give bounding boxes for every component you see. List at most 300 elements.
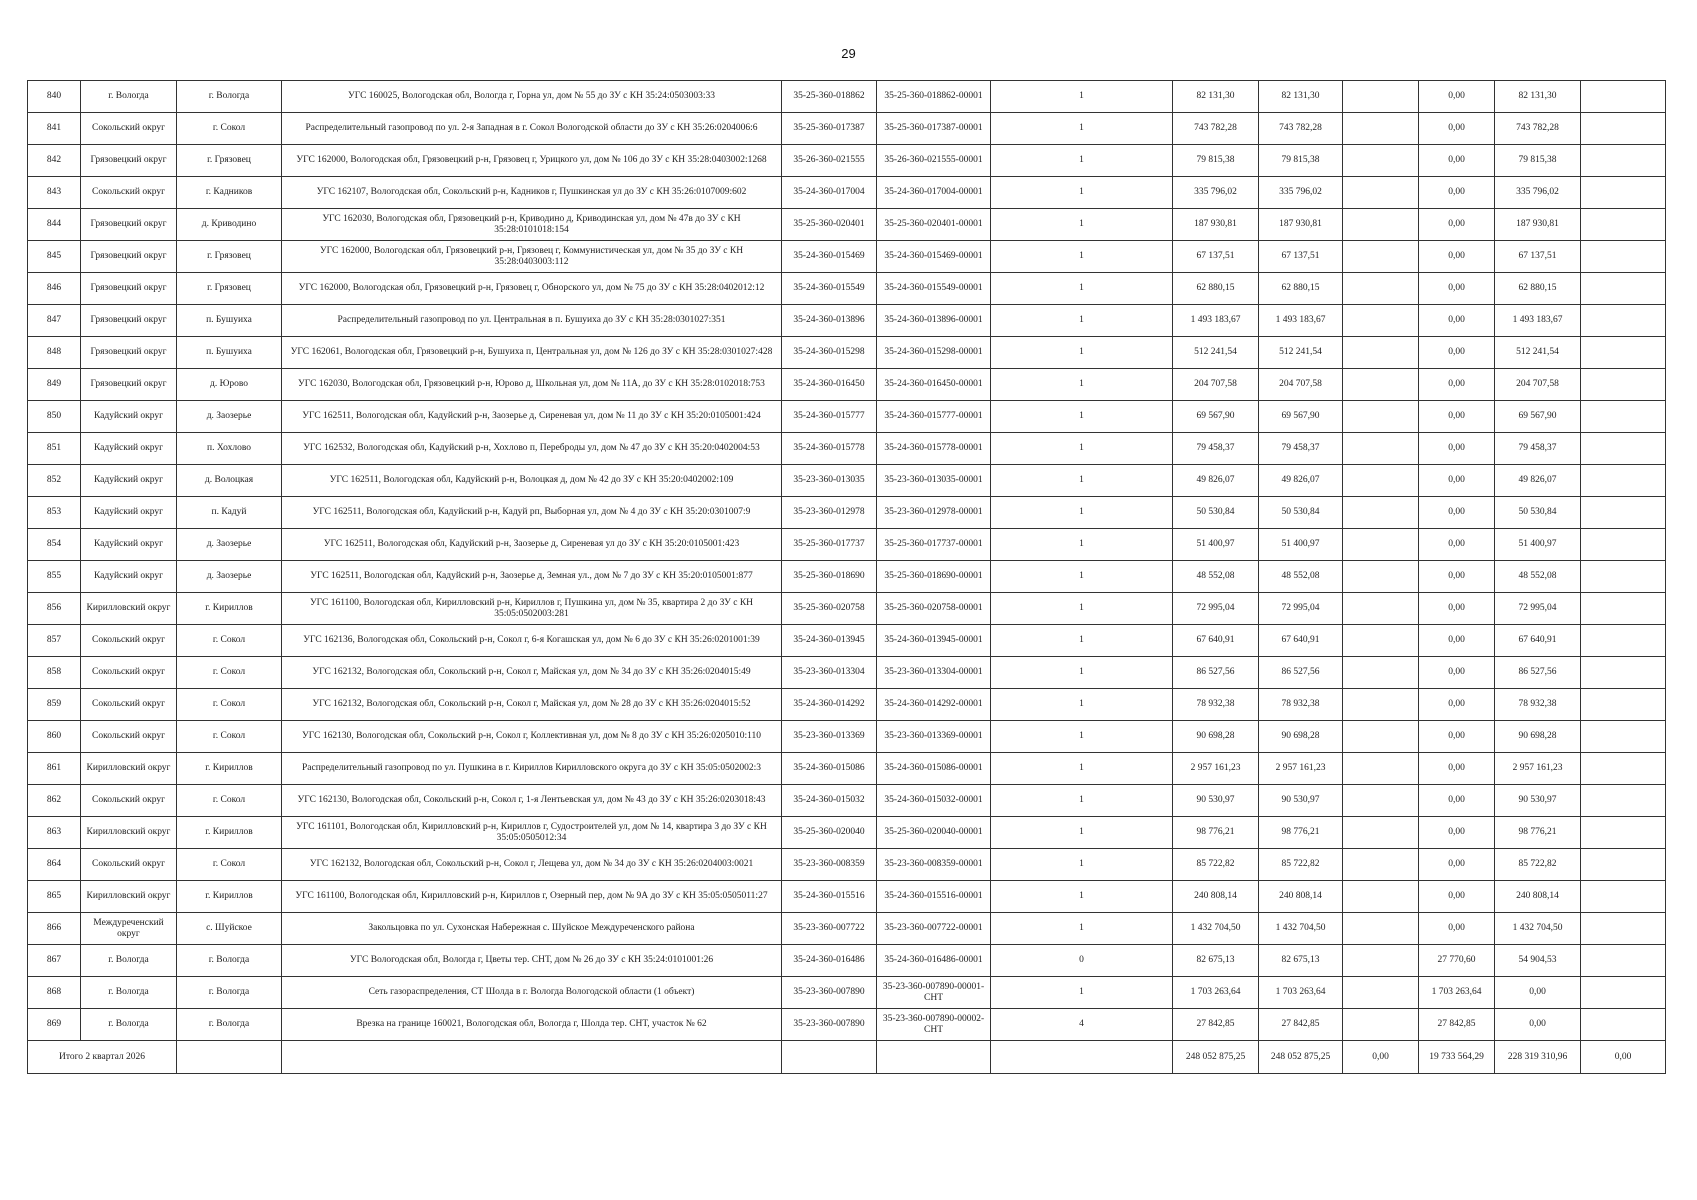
- amount-cell: [1581, 209, 1666, 241]
- quantity-cell: 1: [991, 593, 1173, 625]
- quantity-cell: 1: [991, 977, 1173, 1009]
- account-number-cell: 35-24-360-015549-00001: [877, 273, 991, 305]
- locality-cell: г. Кириллов: [177, 753, 282, 785]
- amount-cell: 82 675,13: [1259, 945, 1343, 977]
- table-row: [28, 657, 1666, 689]
- locality-cell: г. Кириллов: [177, 817, 282, 849]
- object-code-cell: 35-23-360-007722: [782, 913, 877, 945]
- amount-cell: [1581, 305, 1666, 337]
- district-cell: Кирилловский округ: [81, 753, 177, 785]
- locality-cell: д. Заозерье: [177, 529, 282, 561]
- amount-cell: 98 776,21: [1495, 817, 1581, 849]
- total-empty-cell: [282, 1041, 782, 1074]
- amount-cell: 0,00: [1419, 561, 1495, 593]
- object-code-cell: 35-24-360-016450: [782, 369, 877, 401]
- table-row: [28, 977, 1666, 1009]
- account-number-cell: 35-24-360-015086-00001: [877, 753, 991, 785]
- amount-cell: 0,00: [1419, 753, 1495, 785]
- district-cell: Кадуйский округ: [81, 529, 177, 561]
- amount-cell: 78 932,38: [1259, 689, 1343, 721]
- amount-cell: 50 530,84: [1495, 497, 1581, 529]
- amount-cell: 82 131,30: [1495, 81, 1581, 113]
- quantity-cell: 1: [991, 657, 1173, 689]
- amount-cell: 1 703 263,64: [1173, 977, 1259, 1009]
- amount-cell: 0,00: [1419, 625, 1495, 657]
- account-number-cell: 35-23-360-013369-00001: [877, 721, 991, 753]
- object-code-cell: 35-24-360-016486: [782, 945, 877, 977]
- amount-cell: 90 530,97: [1259, 785, 1343, 817]
- account-number-cell: 35-24-360-014292-00001: [877, 689, 991, 721]
- amount-cell: 0,00: [1419, 145, 1495, 177]
- amount-cell: 78 932,38: [1173, 689, 1259, 721]
- row-number-cell: 864: [28, 849, 81, 881]
- object-code-cell: 35-25-360-020758: [782, 593, 877, 625]
- amount-cell: [1343, 881, 1419, 913]
- amount-cell: 86 527,56: [1495, 657, 1581, 689]
- quantity-cell: 1: [991, 113, 1173, 145]
- amount-cell: [1343, 785, 1419, 817]
- district-cell: Сокольский округ: [81, 657, 177, 689]
- row-number-cell: 867: [28, 945, 81, 977]
- locality-cell: п. Бушуиха: [177, 305, 282, 337]
- quantity-cell: 1: [991, 209, 1173, 241]
- table-row: [28, 529, 1666, 561]
- amount-cell: 86 527,56: [1173, 657, 1259, 689]
- quantity-cell: 1: [991, 689, 1173, 721]
- amount-cell: 0,00: [1419, 657, 1495, 689]
- amount-cell: 187 930,81: [1173, 209, 1259, 241]
- quantity-cell: 1: [991, 273, 1173, 305]
- account-number-cell: 35-24-360-015469-00001: [877, 241, 991, 273]
- account-number-cell: 35-25-360-020758-00001: [877, 593, 991, 625]
- object-code-cell: 35-24-360-015549: [782, 273, 877, 305]
- amount-cell: 85 722,82: [1495, 849, 1581, 881]
- amount-cell: 0,00: [1419, 113, 1495, 145]
- table-row: [28, 465, 1666, 497]
- object-description-cell: УГС 162132, Вологодская обл, Сокольский р-н, Сокол г, Майская ул, дом № 34 до ЗУ с КН 35:26:0204015:49: [282, 657, 782, 689]
- amount-cell: [1343, 401, 1419, 433]
- amount-cell: 48 552,08: [1259, 561, 1343, 593]
- account-number-cell: 35-24-360-013945-00001: [877, 625, 991, 657]
- amount-cell: 204 707,58: [1173, 369, 1259, 401]
- table-row: [28, 753, 1666, 785]
- object-description-cell: УГС 162132, Вологодская обл, Сокольский р-н, Сокол г, Майская ул, дом № 28 до ЗУ с КН 35:26:0204015:52: [282, 689, 782, 721]
- amount-cell: 82 675,13: [1173, 945, 1259, 977]
- amount-cell: 2 957 161,23: [1259, 753, 1343, 785]
- object-description-cell: Распределительный газопровод по ул. Пушкина в г. Кириллов Кирилловского округа до ЗУ с КН 35:05:0502002:3: [282, 753, 782, 785]
- object-code-cell: 35-24-360-015469: [782, 241, 877, 273]
- amount-cell: [1343, 721, 1419, 753]
- object-description-cell: УГС 162532, Вологодская обл, Кадуйский р-н, Хохлово п, Переброды ул, дом № 47 до ЗУ с КН 35:20:0402004:53: [282, 433, 782, 465]
- district-cell: Грязовецкий округ: [81, 209, 177, 241]
- district-cell: Сокольский округ: [81, 721, 177, 753]
- table-body: [28, 81, 1666, 1041]
- row-number-cell: 847: [28, 305, 81, 337]
- object-description-cell: УГС 161100, Вологодская обл, Кирилловский р-н, Кириллов г, Пушкина ул, дом № 35, квартира 2 до ЗУ с КН 35:05:0502003:281: [282, 593, 782, 625]
- amount-cell: [1581, 753, 1666, 785]
- amount-cell: 743 782,28: [1259, 113, 1343, 145]
- amount-cell: [1581, 977, 1666, 1009]
- amount-cell: [1343, 625, 1419, 657]
- amount-cell: 0,00: [1419, 337, 1495, 369]
- amount-cell: 187 930,81: [1495, 209, 1581, 241]
- locality-cell: д. Юрово: [177, 369, 282, 401]
- amount-cell: 86 527,56: [1259, 657, 1343, 689]
- object-description-cell: УГС 162136, Вологодская обл, Сокольский р-н, Сокол г, 6-я Когашская ул, дом № 6 до ЗУ с КН 35:26:0201001:39: [282, 625, 782, 657]
- amount-cell: [1581, 1009, 1666, 1041]
- account-number-cell: 35-23-360-007890-00001-СНТ: [877, 977, 991, 1009]
- amount-cell: 240 808,14: [1259, 881, 1343, 913]
- object-description-cell: УГС 162511, Вологодская обл, Кадуйский р-н, Заозерье д, Земная ул., дом № 7 до ЗУ с КН 35:20:0105001:877: [282, 561, 782, 593]
- amount-cell: 1 703 263,64: [1259, 977, 1343, 1009]
- amount-cell: [1343, 273, 1419, 305]
- amount-cell: 512 241,54: [1495, 337, 1581, 369]
- quantity-cell: 1: [991, 177, 1173, 209]
- object-description-cell: УГС 162000, Вологодская обл, Грязовецкий р-н, Грязовец г, Обнорского ул, дом № 75 до ЗУ с КН 35:28:0402012:12: [282, 273, 782, 305]
- quantity-cell: 1: [991, 401, 1173, 433]
- amount-cell: 78 932,38: [1495, 689, 1581, 721]
- amount-cell: [1581, 945, 1666, 977]
- table-row: [28, 785, 1666, 817]
- amount-cell: [1581, 881, 1666, 913]
- total-empty-cell: [782, 1041, 877, 1074]
- amount-cell: 67 137,51: [1173, 241, 1259, 273]
- amount-cell: [1581, 81, 1666, 113]
- amount-cell: [1343, 241, 1419, 273]
- account-number-cell: 35-24-360-015516-00001: [877, 881, 991, 913]
- locality-cell: п. Хохлово: [177, 433, 282, 465]
- object-code-cell: 35-24-360-017004: [782, 177, 877, 209]
- amount-cell: 0,00: [1419, 817, 1495, 849]
- quantity-cell: 1: [991, 81, 1173, 113]
- amount-cell: 0,00: [1419, 689, 1495, 721]
- quantity-cell: 1: [991, 529, 1173, 561]
- row-number-cell: 863: [28, 817, 81, 849]
- amount-cell: 90 698,28: [1495, 721, 1581, 753]
- quantity-cell: 1: [991, 561, 1173, 593]
- locality-cell: с. Шуйское: [177, 913, 282, 945]
- amount-cell: 67 137,51: [1259, 241, 1343, 273]
- amount-cell: 743 782,28: [1495, 113, 1581, 145]
- amount-cell: 79 815,38: [1259, 145, 1343, 177]
- object-code-cell: 35-23-360-013035: [782, 465, 877, 497]
- amount-cell: 67 640,91: [1259, 625, 1343, 657]
- amount-cell: 0,00: [1419, 81, 1495, 113]
- row-number-cell: 865: [28, 881, 81, 913]
- amount-cell: 62 880,15: [1495, 273, 1581, 305]
- table-row: [28, 593, 1666, 625]
- amount-cell: [1581, 273, 1666, 305]
- total-empty-cell: [991, 1041, 1173, 1074]
- object-code-cell: 35-25-360-020040: [782, 817, 877, 849]
- amount-cell: 72 995,04: [1173, 593, 1259, 625]
- row-number-cell: 844: [28, 209, 81, 241]
- table-row: [28, 497, 1666, 529]
- table-row: [28, 881, 1666, 913]
- district-cell: Грязовецкий округ: [81, 273, 177, 305]
- amount-cell: [1343, 689, 1419, 721]
- amount-cell: [1343, 913, 1419, 945]
- account-number-cell: 35-24-360-015778-00001: [877, 433, 991, 465]
- amount-cell: 50 530,84: [1173, 497, 1259, 529]
- object-code-cell: 35-25-360-017387: [782, 113, 877, 145]
- object-code-cell: 35-25-360-018690: [782, 561, 877, 593]
- amount-cell: 90 530,97: [1495, 785, 1581, 817]
- locality-cell: г. Вологда: [177, 977, 282, 1009]
- locality-cell: п. Кадуй: [177, 497, 282, 529]
- amount-cell: 0,00: [1419, 177, 1495, 209]
- row-number-cell: 846: [28, 273, 81, 305]
- amount-cell: [1343, 433, 1419, 465]
- amount-cell: [1343, 497, 1419, 529]
- row-number-cell: 840: [28, 81, 81, 113]
- amount-cell: [1343, 849, 1419, 881]
- amount-cell: [1581, 913, 1666, 945]
- amount-cell: 72 995,04: [1259, 593, 1343, 625]
- account-number-cell: 35-23-360-007722-00001: [877, 913, 991, 945]
- total-empty-cell: [177, 1041, 282, 1074]
- amount-cell: [1581, 337, 1666, 369]
- amount-cell: [1581, 401, 1666, 433]
- amount-cell: 51 400,97: [1173, 529, 1259, 561]
- amount-cell: 48 552,08: [1495, 561, 1581, 593]
- amount-cell: 27 842,85: [1259, 1009, 1343, 1041]
- object-description-cell: Распределительный газопровод по ул. Центральная в п. Бушуиха до ЗУ с КН 35:28:0301027:351: [282, 305, 782, 337]
- amount-cell: [1343, 113, 1419, 145]
- table-row: [28, 945, 1666, 977]
- locality-cell: г. Сокол: [177, 849, 282, 881]
- row-number-cell: 841: [28, 113, 81, 145]
- amount-cell: 0,00: [1495, 977, 1581, 1009]
- quantity-cell: 1: [991, 465, 1173, 497]
- locality-cell: г. Сокол: [177, 657, 282, 689]
- district-cell: Кадуйский округ: [81, 465, 177, 497]
- amount-cell: [1581, 241, 1666, 273]
- account-number-cell: 35-24-360-015298-00001: [877, 337, 991, 369]
- account-number-cell: 35-24-360-013896-00001: [877, 305, 991, 337]
- amount-cell: [1343, 977, 1419, 1009]
- quantity-cell: 1: [991, 145, 1173, 177]
- object-code-cell: 35-24-360-014292: [782, 689, 877, 721]
- amount-cell: 204 707,58: [1495, 369, 1581, 401]
- row-number-cell: 855: [28, 561, 81, 593]
- page-number: 29: [841, 46, 856, 61]
- amount-cell: 50 530,84: [1259, 497, 1343, 529]
- account-number-cell: 35-24-360-015777-00001: [877, 401, 991, 433]
- locality-cell: д. Криводино: [177, 209, 282, 241]
- amount-cell: [1581, 465, 1666, 497]
- row-number-cell: 843: [28, 177, 81, 209]
- table-row: [28, 817, 1666, 849]
- row-number-cell: 858: [28, 657, 81, 689]
- row-number-cell: 862: [28, 785, 81, 817]
- amount-cell: 98 776,21: [1259, 817, 1343, 849]
- object-code-cell: 35-24-360-013896: [782, 305, 877, 337]
- amount-cell: 48 552,08: [1173, 561, 1259, 593]
- quantity-cell: 4: [991, 1009, 1173, 1041]
- row-number-cell: 866: [28, 913, 81, 945]
- amount-cell: 0,00: [1419, 369, 1495, 401]
- locality-cell: г. Сокол: [177, 625, 282, 657]
- amount-cell: 1 703 263,64: [1419, 977, 1495, 1009]
- account-number-cell: 35-24-360-017004-00001: [877, 177, 991, 209]
- account-number-cell: 35-25-360-018862-00001: [877, 81, 991, 113]
- amount-cell: [1343, 337, 1419, 369]
- object-description-cell: Сеть газораспределения, СТ Шолда в г. Вологда Вологодской области (1 объект): [282, 977, 782, 1009]
- district-cell: Сокольский округ: [81, 177, 177, 209]
- amount-cell: 0,00: [1419, 721, 1495, 753]
- row-number-cell: 842: [28, 145, 81, 177]
- total-label: Итого 2 квартал 2026: [28, 1041, 177, 1074]
- account-number-cell: 35-24-360-015032-00001: [877, 785, 991, 817]
- object-code-cell: 35-25-360-020401: [782, 209, 877, 241]
- quantity-cell: 0: [991, 945, 1173, 977]
- object-code-cell: 35-23-360-013304: [782, 657, 877, 689]
- object-code-cell: 35-25-360-017737: [782, 529, 877, 561]
- amount-cell: 49 826,07: [1259, 465, 1343, 497]
- district-cell: Грязовецкий округ: [81, 145, 177, 177]
- total-row: [28, 1041, 1666, 1074]
- amount-cell: 98 776,21: [1173, 817, 1259, 849]
- amount-cell: 79 458,37: [1259, 433, 1343, 465]
- amount-cell: 0,00: [1419, 273, 1495, 305]
- object-description-cell: УГС 162000, Вологодская обл, Грязовецкий р-н, Грязовец г, Коммунистическая ул, дом № 35 до ЗУ с КН 35:28:0403003:112: [282, 241, 782, 273]
- locality-cell: г. Кириллов: [177, 593, 282, 625]
- quantity-cell: 1: [991, 785, 1173, 817]
- amount-cell: 0,00: [1419, 785, 1495, 817]
- amount-cell: 85 722,82: [1259, 849, 1343, 881]
- quantity-cell: 1: [991, 625, 1173, 657]
- quantity-cell: 1: [991, 305, 1173, 337]
- quantity-cell: 1: [991, 369, 1173, 401]
- amount-cell: 90 530,97: [1173, 785, 1259, 817]
- row-number-cell: 869: [28, 1009, 81, 1041]
- amount-cell: [1343, 593, 1419, 625]
- locality-cell: г. Кириллов: [177, 881, 282, 913]
- table-row: [28, 561, 1666, 593]
- row-number-cell: 861: [28, 753, 81, 785]
- account-number-cell: 35-26-360-021555-00001: [877, 145, 991, 177]
- amount-cell: 67 137,51: [1495, 241, 1581, 273]
- amount-cell: [1581, 689, 1666, 721]
- row-number-cell: 854: [28, 529, 81, 561]
- table-row: [28, 241, 1666, 273]
- total-sum5: 228 319 310,96: [1495, 1041, 1581, 1074]
- quantity-cell: 1: [991, 913, 1173, 945]
- locality-cell: г. Грязовец: [177, 145, 282, 177]
- amount-cell: 0,00: [1419, 529, 1495, 561]
- object-code-cell: 35-23-360-008359: [782, 849, 877, 881]
- object-description-cell: УГС 160025, Вологодская обл, Вологда г, Горна ул, дом № 55 до ЗУ с КН 35:24:0503003:33: [282, 81, 782, 113]
- amount-cell: 1 432 704,50: [1173, 913, 1259, 945]
- amount-cell: 62 880,15: [1173, 273, 1259, 305]
- object-description-cell: УГС 162061, Вологодская обл, Грязовецкий р-н, Бушуиха п, Центральная ул, дом № 126 до ЗУ с КН 35:28:0301027:428: [282, 337, 782, 369]
- amount-cell: 0,00: [1419, 497, 1495, 529]
- district-cell: Кадуйский округ: [81, 561, 177, 593]
- amount-cell: 1 493 183,67: [1259, 305, 1343, 337]
- amount-cell: 0,00: [1419, 209, 1495, 241]
- amount-cell: [1343, 81, 1419, 113]
- district-cell: Сокольский округ: [81, 625, 177, 657]
- account-number-cell: 35-25-360-017387-00001: [877, 113, 991, 145]
- locality-cell: г. Сокол: [177, 689, 282, 721]
- amount-cell: 0,00: [1419, 241, 1495, 273]
- object-code-cell: 35-24-360-013945: [782, 625, 877, 657]
- quantity-cell: 1: [991, 241, 1173, 273]
- locality-cell: г. Сокол: [177, 113, 282, 145]
- district-cell: Грязовецкий округ: [81, 369, 177, 401]
- locality-cell: г. Вологда: [177, 81, 282, 113]
- object-code-cell: 35-23-360-007890: [782, 977, 877, 1009]
- amount-cell: [1343, 561, 1419, 593]
- row-number-cell: 852: [28, 465, 81, 497]
- object-description-cell: УГС 162030, Вологодская обл, Грязовецкий р-н, Криводино д, Криводинская ул, дом № 47в до ЗУ с КН 35:28:0101018:154: [282, 209, 782, 241]
- table-row: [28, 913, 1666, 945]
- district-cell: Сокольский округ: [81, 113, 177, 145]
- amount-cell: 90 698,28: [1259, 721, 1343, 753]
- amount-cell: [1343, 465, 1419, 497]
- object-code-cell: 35-24-360-015298: [782, 337, 877, 369]
- district-cell: Грязовецкий округ: [81, 337, 177, 369]
- amount-cell: 0,00: [1419, 849, 1495, 881]
- amount-cell: [1343, 177, 1419, 209]
- amount-cell: 51 400,97: [1259, 529, 1343, 561]
- object-description-cell: УГС 162107, Вологодская обл, Сокольский р-н, Кадников г, Пушкинская ул до ЗУ с КН 35:26:0107009:602: [282, 177, 782, 209]
- object-code-cell: 35-24-360-015516: [782, 881, 877, 913]
- amount-cell: 512 241,54: [1173, 337, 1259, 369]
- amount-cell: [1581, 721, 1666, 753]
- amount-cell: [1343, 753, 1419, 785]
- amount-cell: 0,00: [1419, 401, 1495, 433]
- locality-cell: г. Сокол: [177, 721, 282, 753]
- amount-cell: [1581, 433, 1666, 465]
- amount-cell: [1581, 657, 1666, 689]
- account-number-cell: 35-24-360-016450-00001: [877, 369, 991, 401]
- object-code-cell: 35-24-360-015086: [782, 753, 877, 785]
- object-description-cell: УГС 162511, Вологодская обл, Кадуйский р-н, Кадуй рп, Выборная ул, дом № 4 до ЗУ с КН 35:20:0301007:9: [282, 497, 782, 529]
- amount-cell: [1581, 849, 1666, 881]
- amount-cell: 82 131,30: [1173, 81, 1259, 113]
- amount-cell: 69 567,90: [1495, 401, 1581, 433]
- amount-cell: [1581, 625, 1666, 657]
- table-row: [28, 625, 1666, 657]
- account-number-cell: 35-23-360-008359-00001: [877, 849, 991, 881]
- amount-cell: [1581, 497, 1666, 529]
- total-sum3: 0,00: [1343, 1041, 1419, 1074]
- district-cell: Сокольский округ: [81, 785, 177, 817]
- table-row: [28, 849, 1666, 881]
- row-number-cell: 845: [28, 241, 81, 273]
- amount-cell: [1581, 593, 1666, 625]
- account-number-cell: 35-25-360-018690-00001: [877, 561, 991, 593]
- object-description-cell: Врезка на границе 160021, Вологодская обл, Вологда г, Шолда тер. СНТ, участок № 62: [282, 1009, 782, 1041]
- object-code-cell: 35-23-360-007890: [782, 1009, 877, 1041]
- amount-cell: 335 796,02: [1259, 177, 1343, 209]
- quantity-cell: 1: [991, 849, 1173, 881]
- total-sum4: 19 733 564,29: [1419, 1041, 1495, 1074]
- district-cell: Кадуйский округ: [81, 401, 177, 433]
- district-cell: Кадуйский округ: [81, 433, 177, 465]
- amount-cell: 79 815,38: [1495, 145, 1581, 177]
- account-number-cell: 35-23-360-012978-00001: [877, 497, 991, 529]
- object-description-cell: Распределительный газопровод по ул. 2-я Западная в г. Сокол Вологодской области до ЗУ с КН 35:26:0204006:6: [282, 113, 782, 145]
- table-row: [28, 337, 1666, 369]
- amount-cell: 90 698,28: [1173, 721, 1259, 753]
- locality-cell: г. Сокол: [177, 785, 282, 817]
- total-sum2: 248 052 875,25: [1259, 1041, 1343, 1074]
- amount-cell: 335 796,02: [1495, 177, 1581, 209]
- account-number-cell: 35-25-360-017737-00001: [877, 529, 991, 561]
